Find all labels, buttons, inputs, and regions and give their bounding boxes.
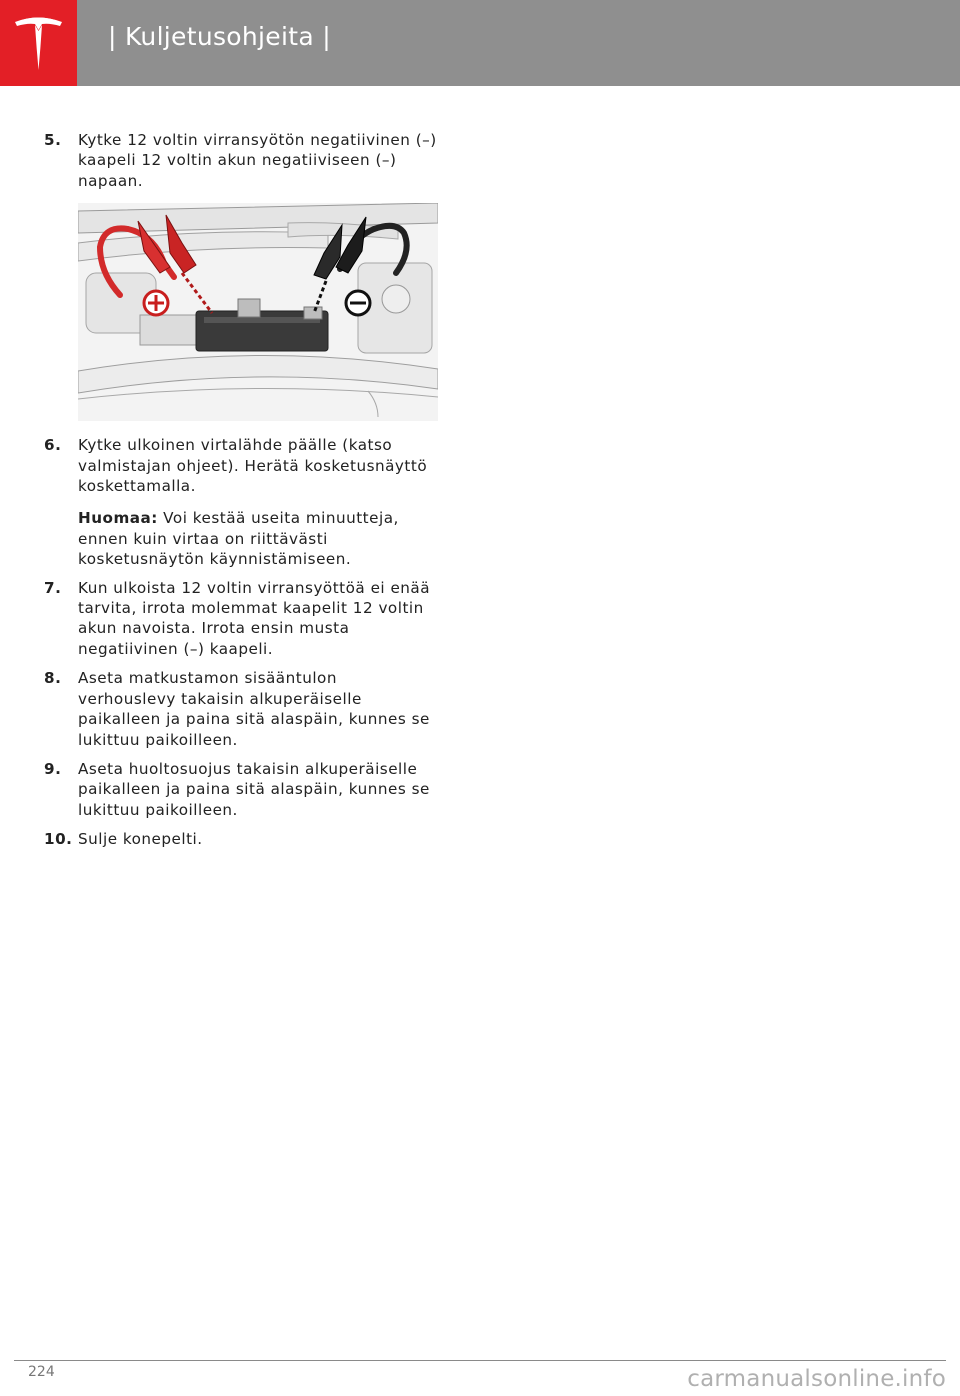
step-text: Aseta huoltosuojus takaisin alkuperäiselle paikalleen ja paina sitä alaspäin, kunnes se lukittuu paikoilleen. xyxy=(78,759,430,819)
step-5 xyxy=(44,130,440,191)
step-9 xyxy=(44,759,440,820)
step-number: 10. xyxy=(44,830,73,849)
step-text: Kytke 12 voltin virransyötön negatiivinen (–) kaapeli 12 voltin akun negatiiviseen (–) napaan. xyxy=(78,131,437,190)
note-text: Voi kestää useita minuutteja, ennen kuin virtaa on riittävästi kosketusnäytön käynnistämiseen. xyxy=(78,509,399,569)
step-number: 6. xyxy=(44,436,62,455)
page-header xyxy=(0,0,960,86)
tesla-logo xyxy=(0,0,77,86)
footer-divider xyxy=(14,1360,946,1361)
step-8 xyxy=(44,668,440,750)
step-number: 8. xyxy=(44,669,62,688)
step-number: 9. xyxy=(44,759,62,778)
step-text: Sulje konepelti. xyxy=(78,830,203,849)
jump-start-illustration xyxy=(78,203,438,421)
step-number: 7. xyxy=(44,578,62,597)
page-number: 224 xyxy=(28,1364,55,1380)
step-number: 5. xyxy=(44,131,62,149)
jump-start-battery-illustration-icon xyxy=(78,203,438,421)
note xyxy=(44,508,440,569)
note-label: Huomaa: xyxy=(78,509,158,528)
step-text: Aseta matkustamon sisääntulon verhouslevy takaisin alkuperäiselle paikalleen ja paina sitä alaspäin, kunnes se lukittuu paikoilleen. xyxy=(78,669,430,749)
step-7 xyxy=(44,578,440,660)
step-10 xyxy=(44,829,440,849)
section-title: | Kuljetusohjeita | xyxy=(108,22,331,51)
watermark: carmanualsonline.info xyxy=(687,1366,946,1392)
tesla-logo-icon xyxy=(12,14,65,72)
step-text: Kun ulkoista 12 voltin virransyöttöä ei enää tarvita, irrota molemmat kaapelit 12 voltin akun navoista. Irrota ensin musta negatiivinen (–) kaapeli. xyxy=(78,578,431,658)
step-6 xyxy=(44,435,440,496)
step-text: Kytke ulkoinen virtalähde päälle (katso valmistajan ohjeet). Herätä kosketusnäyttö koskettamalla. xyxy=(78,436,428,496)
instructions xyxy=(44,130,440,859)
